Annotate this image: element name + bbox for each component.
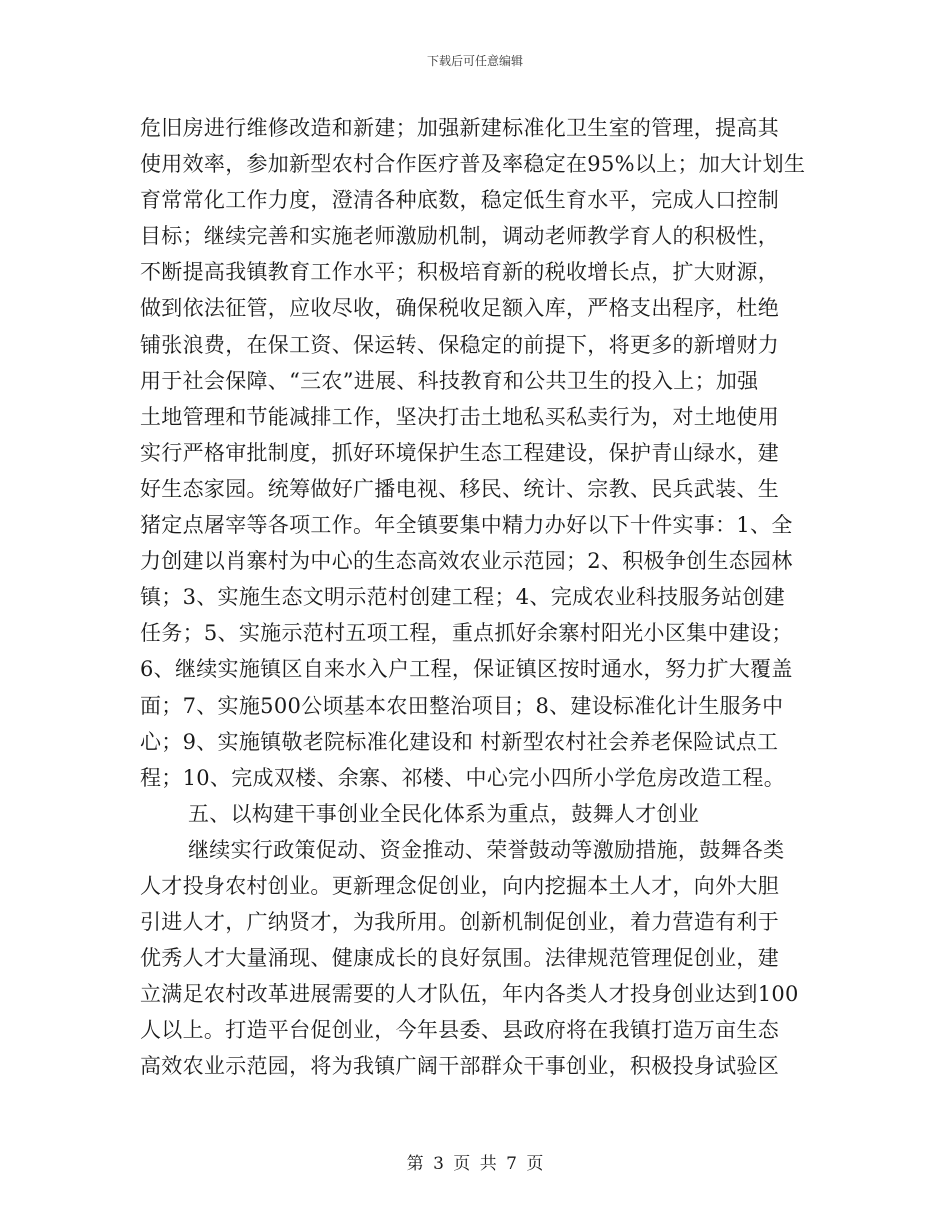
section-heading: 五、以构建干事创业全民化体系为重点，鼓舞人才创业: [188, 801, 700, 826]
text-line: 猪定点屠宰等各项工作。年全镇要集中精力办好以下十件实事：1、全: [140, 513, 793, 538]
text-line: 面；7、实施500公顷基本农田整治项目；8、建设标准化计生服务中: [140, 693, 784, 718]
page-number: 第 3 页 共 7 页: [406, 1154, 544, 1174]
text-line: 优秀人才大量涌现、健康成长的良好氛围。法律规范管理促创业，建: [140, 946, 779, 971]
text-line: 目标；继续完善和实施老师激励机制，调动老师教学育人的积极性，: [140, 224, 779, 249]
text-line: 用于社会保障、“三农”进展、科技教育和公共卫生的投入上；加强: [140, 368, 759, 393]
text-line: 使用效率，参加新型农村合作医疗普及率稳定在95%以上；加大计划生: [140, 152, 806, 177]
text-line: 土地管理和节能减排工作，坚决打击土地私买私卖行为，对土地使用: [140, 404, 779, 429]
text-line: 育常常化工作力度，澄清各种底数，稳定低生育水平，完成人口控制: [140, 188, 779, 213]
text-line: 引进人才，广纳贤才，为我所用。创新机制促创业，着力营造有利于: [140, 910, 779, 935]
text-line: 人才投身农村创业。更新理念促创业，向内挖掘本土人才，向外大胆: [140, 873, 779, 898]
text-line: 任务；5、实施示范村五项工程，重点抓好余寨村阳光小区集中建设；: [140, 621, 793, 646]
text-line: 6、继续实施镇区自来水入户工程，保证镇区按时通水，努力扩大覆盖: [140, 657, 793, 682]
text-line: 力创建以肖寨村为中心的生态高效农业示范园；2、积极争创生态园林: [140, 549, 793, 574]
document-body: [140, 110, 812, 1085]
text-line: 心；9、实施镇敬老院标准化建设和 村新型农村社会养老保险试点工: [140, 729, 779, 754]
text-line: 铺张浪费，在保工资、保运转、保稳定的前提下，将更多的新增财力: [140, 332, 779, 357]
text-line: 做到依法征管，应收尽收，确保税收足额入库，严格支出程序，杜绝: [140, 296, 779, 321]
text-line: 实行严格审批制度，抓好环境保护生态工程建设，保护青山绿水，建: [140, 440, 779, 465]
text-line: 人以上。打造平台促创业，今年县委、县政府将在我镇打造万亩生态: [140, 1018, 779, 1043]
text-line: 不断提高我镇教育工作水平；积极培育新的税收增长点，扩大财源，: [140, 260, 779, 285]
text-line: 继续实行政策促动、资金推动、荣誉鼓动等激励措施，鼓舞各类: [188, 837, 785, 862]
text-line: 镇；3、实施生态文明示范村创建工程；4、完成农业科技服务站创建: [140, 585, 786, 610]
text-line: 危旧房进行维修改造和新建；加强新建标准化卫生室的管理，提高其: [140, 116, 779, 140]
text-line: 立满足农村改革进展需要的人才队伍，年内各类人才投身创业达到100: [140, 982, 799, 1007]
page-header: 下载后可任意编辑: [426, 54, 523, 68]
text-line: 高效农业示范园，将为我镇广阔干部群众干事创业，积极投身试验区: [140, 1054, 779, 1079]
text-line: 好生态家园。统筹做好广播电视、移民、统计、宗教、民兵武装、生: [140, 476, 779, 501]
text-line: 程；10、完成双楼、余寨、祁楼、中心完小四所小学危房改造工程。: [140, 765, 786, 790]
